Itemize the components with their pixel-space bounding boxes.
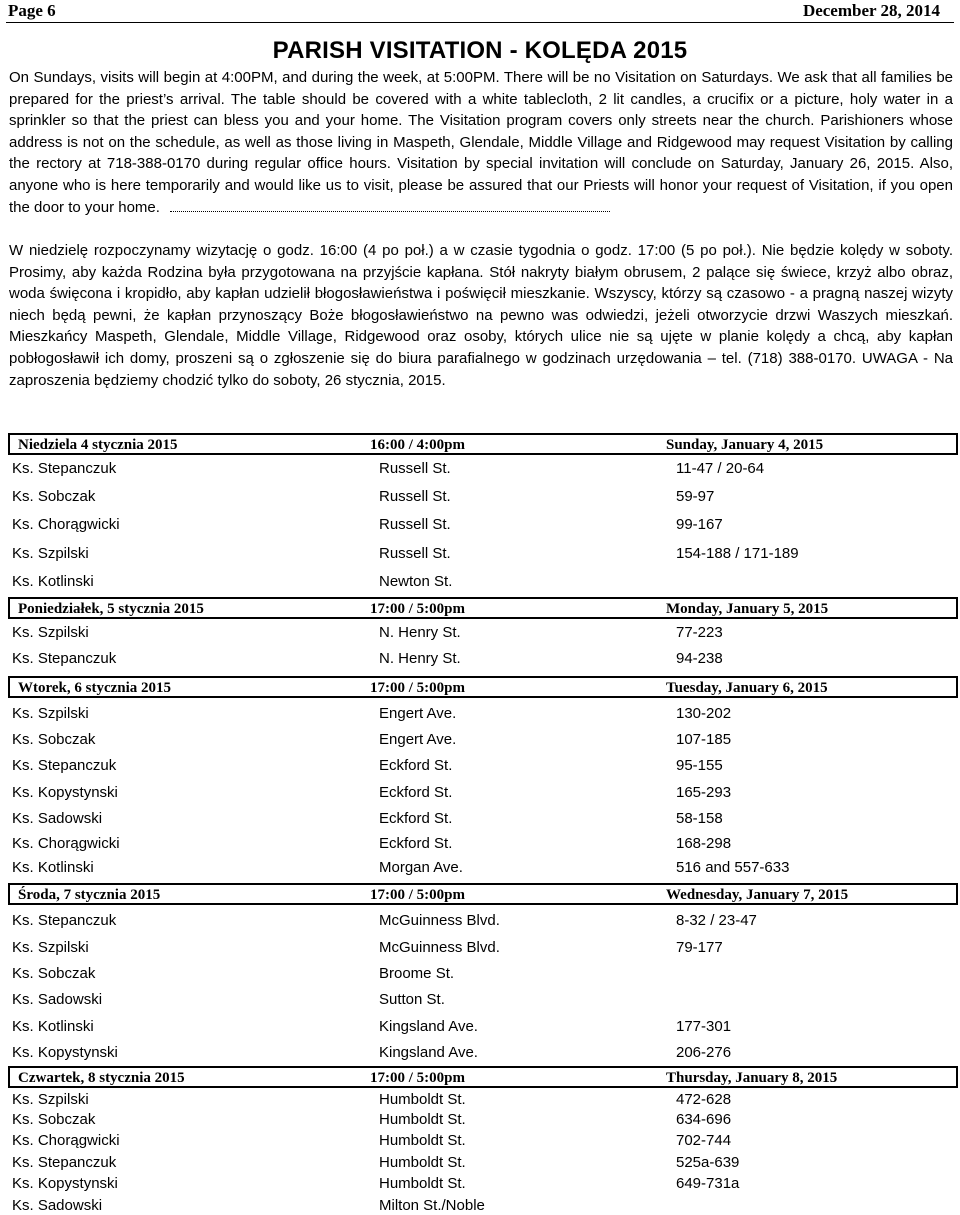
house-numbers: 165-293 bbox=[676, 784, 732, 801]
polish-day-label: Wtorek, 6 stycznia 2015 bbox=[18, 680, 172, 696]
page-title: PARISH VISITATION - KOLĘDA 2015 bbox=[272, 37, 688, 64]
house-numbers: 95-155 bbox=[676, 757, 723, 774]
day-header bbox=[8, 597, 958, 619]
street-name: Russell St. bbox=[379, 488, 451, 505]
priest-name: Ks. Chorągwicki bbox=[12, 835, 120, 852]
day-header bbox=[8, 433, 958, 455]
street-name: Milton St./Noble bbox=[379, 1197, 485, 1214]
dotted-separator bbox=[170, 201, 610, 212]
priest-name: Ks. Stepanczuk bbox=[12, 650, 117, 667]
street-name: Humboldt St. bbox=[379, 1154, 466, 1171]
day-header bbox=[8, 676, 958, 698]
house-numbers: 516 and 557-633 bbox=[676, 859, 790, 876]
visit-time: 16:00 / 4:00pm bbox=[370, 437, 465, 453]
polish-paragraph: W niedzielę rozpoczynamy wizytację o godz. 16:00 (4 po poł.) a w czasie tygodnia o godz. 17:00 (5 po poł.). Nie będzie kolędy w soboty. Prosimy, aby każda Rodzina była przygotowana na przyjście kapłana. Stół nakryty białym obrusem, 2 palące się świece, krzyż albo obraz, woda święcona i kropidło, aby kapłan udzielił błogosławieństwa i poświęcił mieszkanie. Wszyscy, którzy są czasowo - a pragną naszej wizyty niech będą pewni, że kapłan przynoszący Boże błogosławieństwo na pewno was odwiedzi, jeżeli otworzycie drzwi Waszych mieszkań. Mieszkańcy Maspeth, Glendale, Middle Village, Ridgewood oraz osoby, których ulice nie są ujęte w planie kolędy a chcą, aby kapłan pobłogosławił ich domy, proszeni są o zgłoszenie się do biura parafialnego w godzinach urzędowania – tel. (718) 388-0170. UWAGA - Na zaproszenia będziemy chodzić tylko do soboty, 26 stycznia, 2015. bbox=[9, 242, 953, 389]
street-name: Eckford St. bbox=[379, 784, 453, 801]
street-name: Humboldt St. bbox=[379, 1132, 466, 1149]
priest-name: Ks. Sobczak bbox=[12, 965, 96, 982]
priest-name: Ks. Stepanczuk bbox=[12, 912, 117, 929]
priest-name: Ks. Szpilski bbox=[12, 939, 89, 956]
street-name: McGuinness Blvd. bbox=[379, 939, 500, 956]
house-numbers: 649-731a bbox=[676, 1175, 740, 1192]
house-numbers: 206-276 bbox=[676, 1044, 732, 1061]
visit-time: 17:00 / 5:00pm bbox=[370, 680, 465, 696]
house-numbers: 8-32 / 23-47 bbox=[676, 912, 757, 929]
house-numbers: 634-696 bbox=[676, 1111, 732, 1128]
priest-name: Ks. Szpilski bbox=[12, 545, 89, 562]
street-name: Sutton St. bbox=[379, 991, 445, 1008]
day-header bbox=[8, 1066, 958, 1088]
street-name: Broome St. bbox=[379, 965, 455, 982]
priest-name: Ks. Sobczak bbox=[12, 488, 96, 505]
priest-name: Ks. Sobczak bbox=[12, 1111, 96, 1128]
priest-name: Ks. Kotlinski bbox=[12, 1018, 94, 1035]
polish-day-label: Środa, 7 stycznia 2015 bbox=[18, 887, 161, 903]
house-numbers: 107-185 bbox=[676, 731, 732, 748]
street-name: Newton St. bbox=[379, 573, 453, 590]
street-name: Kingsland Ave. bbox=[379, 1018, 478, 1035]
house-numbers: 472-628 bbox=[676, 1091, 732, 1108]
visit-time: 17:00 / 5:00pm bbox=[370, 601, 465, 617]
priest-name: Ks. Stepanczuk bbox=[12, 757, 117, 774]
priest-name: Ks. Chorągwicki bbox=[12, 1132, 120, 1149]
house-numbers: 168-298 bbox=[676, 835, 732, 852]
house-numbers: 94-238 bbox=[676, 650, 723, 667]
priest-name: Ks. Kopystynski bbox=[12, 1175, 118, 1192]
house-numbers: 59-97 bbox=[676, 488, 715, 505]
street-name: Eckford St. bbox=[379, 810, 453, 827]
street-name: Russell St. bbox=[379, 545, 451, 562]
house-numbers: 58-158 bbox=[676, 810, 723, 827]
priest-name: Ks. Szpilski bbox=[12, 705, 89, 722]
priest-name: Ks. Stepanczuk bbox=[12, 1154, 117, 1171]
visit-time: 17:00 / 5:00pm bbox=[370, 887, 465, 903]
english-day-label: Monday, January 5, 2015 bbox=[666, 601, 829, 617]
priest-name: Ks. Sadowski bbox=[12, 991, 103, 1008]
page-header bbox=[6, 0, 954, 23]
street-name: Kingsland Ave. bbox=[379, 1044, 478, 1061]
street-name: Humboldt St. bbox=[379, 1091, 466, 1108]
priest-name: Ks. Kotlinski bbox=[12, 573, 94, 590]
priest-name: Ks. Chorągwicki bbox=[12, 516, 120, 533]
priest-name: Ks. Sobczak bbox=[12, 731, 96, 748]
street-name: N. Henry St. bbox=[379, 650, 461, 667]
house-numbers: 130-202 bbox=[676, 705, 732, 722]
english-paragraph bbox=[9, 67, 953, 218]
house-numbers: 11-47 / 20-64 bbox=[676, 460, 765, 477]
street-name: Humboldt St. bbox=[379, 1175, 466, 1192]
priest-name: Ks. Kopystynski bbox=[12, 784, 118, 801]
street-name: Russell St. bbox=[379, 460, 451, 477]
visit-time: 17:00 / 5:00pm bbox=[370, 1070, 465, 1086]
priest-name: Ks. Stepanczuk bbox=[12, 460, 117, 477]
street-name: Morgan Ave. bbox=[379, 859, 463, 876]
house-numbers: 525a-639 bbox=[676, 1154, 740, 1171]
priest-name: Ks. Kotlinski bbox=[12, 859, 94, 876]
polish-day-label: Poniedziałek, 5 stycznia 2015 bbox=[18, 601, 204, 617]
priest-name: Ks. Sadowski bbox=[12, 1197, 103, 1214]
issue-date: December 28, 2014 bbox=[802, 1, 940, 20]
priest-name: Ks. Sadowski bbox=[12, 810, 103, 827]
street-name: Engert Ave. bbox=[379, 705, 457, 722]
street-name: McGuinness Blvd. bbox=[379, 912, 500, 929]
day-header bbox=[8, 883, 958, 905]
priest-name: Ks. Szpilski bbox=[12, 624, 89, 641]
house-numbers: 77-223 bbox=[676, 624, 723, 641]
street-name: Engert Ave. bbox=[379, 731, 457, 748]
english-day-label: Sunday, January 4, 2015 bbox=[666, 437, 824, 453]
street-name: Humboldt St. bbox=[379, 1111, 466, 1128]
polish-day-label: Czwartek, 8 stycznia 2015 bbox=[18, 1070, 185, 1086]
street-name: Eckford St. bbox=[379, 835, 453, 852]
house-numbers: 79-177 bbox=[676, 939, 723, 956]
street-name: N. Henry St. bbox=[379, 624, 461, 641]
house-numbers: 702-744 bbox=[676, 1132, 732, 1149]
english-day-label: Wednesday, January 7, 2015 bbox=[666, 887, 849, 903]
polish-day-label: Niedziela 4 stycznia 2015 bbox=[18, 437, 178, 453]
priest-name: Ks. Szpilski bbox=[12, 1091, 89, 1108]
english-day-label: Thursday, January 8, 2015 bbox=[666, 1070, 838, 1086]
house-numbers: 99-167 bbox=[676, 516, 723, 533]
english-text: On Sundays, visits will begin at 4:00PM, and during the week, at 5:00PM. There will be no Visitation on Saturdays. We ask that all families be prepared for the priest’s arrival. The table should be covered with a white tablecloth, 2 lit candles, a crucifix or a picture, holy water in a sprinkler so that the priest can bless you and your home. The Visitation program covers only streets near the church. Parishioners whose address is not on the schedule, as well as those living in Maspeth, Glendale, Middle Village and Ridgewood may request Visitation by calling the rectory at 718-388-0170 during regular office hours. Visitation by special invitation will conclude on Saturday, January 26, 2015. Also, anyone who is here temporarily and would like us to visit, please be assured that our Priests will honor your request of Visitation, if you open the door to your home. bbox=[9, 69, 953, 216]
english-day-label: Tuesday, January 6, 2015 bbox=[666, 680, 828, 696]
street-name: Russell St. bbox=[379, 516, 451, 533]
house-numbers: 154-188 / 171-189 bbox=[676, 545, 799, 562]
house-numbers: 177-301 bbox=[676, 1018, 732, 1035]
street-name: Eckford St. bbox=[379, 757, 453, 774]
priest-name: Ks. Kopystynski bbox=[12, 1044, 118, 1061]
page-number: Page 6 bbox=[8, 1, 56, 20]
